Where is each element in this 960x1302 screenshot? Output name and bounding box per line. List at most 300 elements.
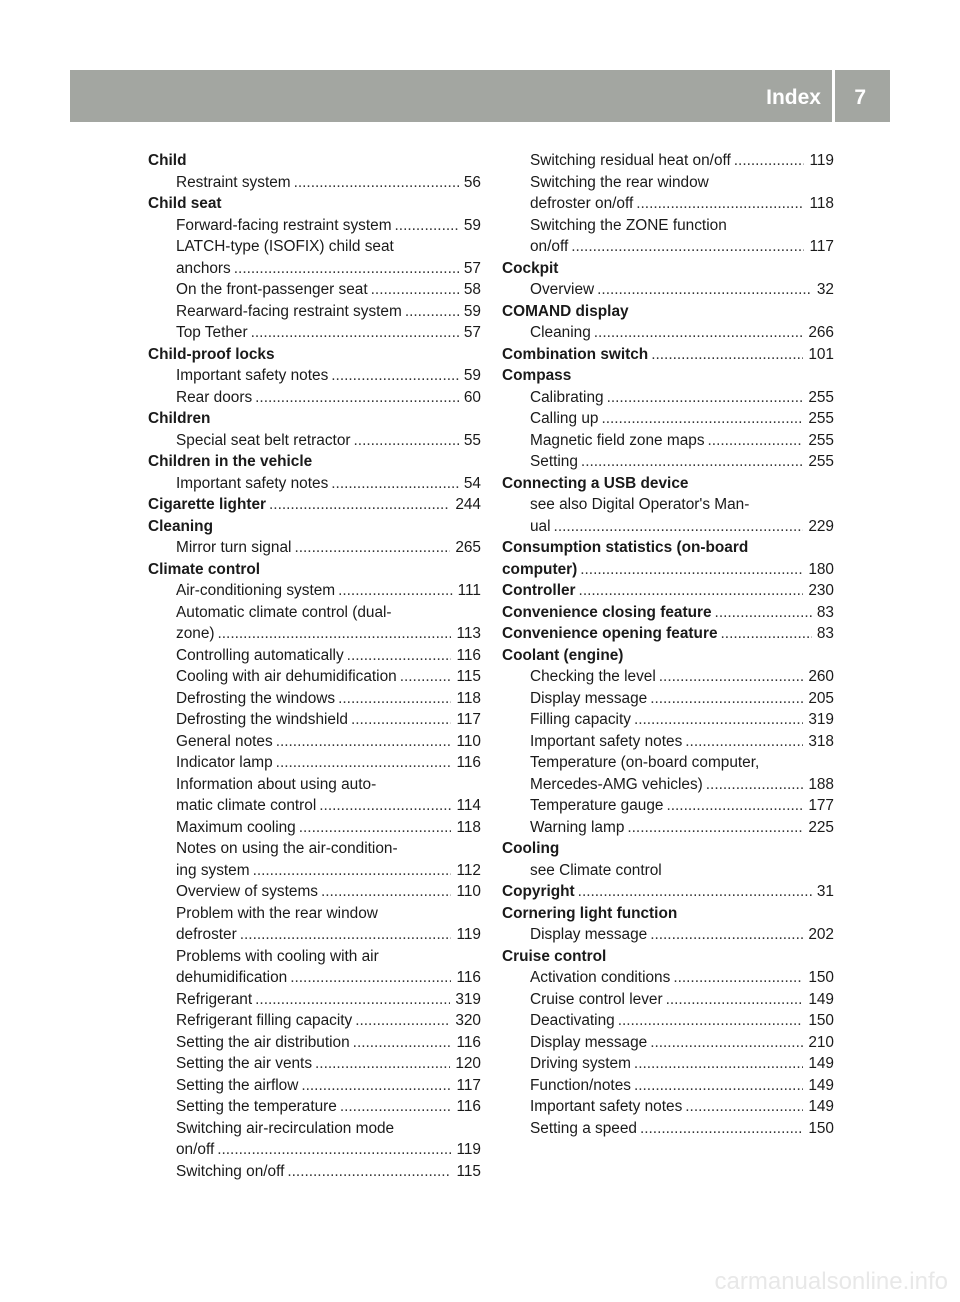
dot-leader <box>650 924 803 946</box>
entry-text: Compass <box>502 367 572 384</box>
page-reference[interactable]: 116 <box>456 1033 481 1051</box>
page-reference[interactable]: 265 <box>455 539 481 556</box>
entry-text: Problem with the rear window <box>176 904 378 922</box>
entry-text: defroster on/off <box>530 195 634 212</box>
entry-text: Children <box>148 410 211 427</box>
index-heading <box>502 602 834 624</box>
page-reference[interactable]: 319 <box>808 711 834 728</box>
entry-text: Cruise control <box>502 947 607 965</box>
page-reference[interactable]: 149 <box>808 1076 834 1094</box>
entry-text: Deactivating <box>530 1012 615 1029</box>
dot-leader <box>400 666 452 688</box>
page-reference[interactable]: 180 <box>808 560 834 578</box>
dot-leader <box>321 881 451 903</box>
entry-text: Connecting a USB device <box>502 474 689 492</box>
index-subentry <box>148 666 481 688</box>
entry-text: see also Digital Operator's Man- <box>530 496 750 513</box>
page-reference[interactable]: 319 <box>455 990 481 1008</box>
entry-text: Calibrating <box>530 388 604 406</box>
index-subentry <box>148 1118 481 1140</box>
page-reference[interactable]: 255 <box>808 388 834 406</box>
entry-text: Automatic climate control (dual- <box>176 603 392 621</box>
index-subentry <box>502 236 834 258</box>
dot-leader <box>331 365 459 387</box>
index-heading <box>502 473 834 495</box>
page-reference[interactable]: 149 <box>808 1055 834 1072</box>
page-title: Index <box>766 86 821 109</box>
index-subentry <box>148 387 481 409</box>
index-subentry <box>148 1075 481 1097</box>
page-reference[interactable]: 149 <box>808 1098 834 1115</box>
index-subentry <box>148 602 481 624</box>
page-reference[interactable]: 119 <box>809 152 834 169</box>
page-reference[interactable]: 101 <box>808 345 834 363</box>
dot-leader <box>251 322 459 344</box>
dot-leader <box>315 1053 450 1075</box>
dot-leader <box>354 430 459 452</box>
index-subentry <box>502 430 834 452</box>
page-reference[interactable]: 58 <box>463 281 481 298</box>
entry-text: Switching the ZONE function <box>530 216 727 234</box>
index-subentry <box>148 1053 481 1075</box>
page-reference[interactable]: 205 <box>808 689 834 707</box>
page-reference[interactable]: 59 <box>463 367 481 384</box>
entry-text: on/off <box>530 238 569 255</box>
page-reference[interactable]: 150 <box>808 969 834 986</box>
entry-text: Calling up <box>530 410 599 427</box>
entry-text: Switching on/off <box>176 1162 285 1180</box>
entry-text: defroster <box>176 926 237 943</box>
entry-text: Cleaning <box>530 324 591 341</box>
dot-leader <box>371 279 459 301</box>
page-reference[interactable]: 60 <box>463 388 481 406</box>
index-subentry <box>148 1139 481 1161</box>
entry-text: Special seat belt retractor <box>176 431 351 449</box>
page-reference[interactable]: 150 <box>808 1119 834 1137</box>
index-subentry <box>148 881 481 903</box>
page-reference[interactable]: 118 <box>456 818 481 836</box>
page-reference[interactable]: 118 <box>456 689 481 707</box>
page-number: 7 <box>854 86 866 109</box>
dot-leader <box>659 666 804 688</box>
index-subentry <box>148 731 481 753</box>
entry-text: ual <box>530 517 551 535</box>
page-reference[interactable]: 115 <box>456 668 481 685</box>
entry-text: Cruise control lever <box>530 990 663 1008</box>
page-reference[interactable]: 117 <box>456 711 481 728</box>
index-subentry <box>502 666 834 688</box>
page-reference[interactable]: 116 <box>456 1098 481 1115</box>
index-subentry <box>148 1161 481 1183</box>
index-subentry <box>148 817 481 839</box>
index-subentry <box>502 172 834 194</box>
entry-text: Forward-facing restraint system <box>176 216 392 234</box>
index-heading <box>502 645 834 667</box>
index-subentry <box>502 1010 834 1032</box>
entry-text: Magnetic field zone maps <box>530 431 705 449</box>
entry-text: on/off <box>176 1141 215 1158</box>
dot-leader <box>351 709 451 731</box>
dot-leader <box>395 215 459 237</box>
entry-text: Setting the air vents <box>176 1055 313 1072</box>
index-subentry <box>148 924 481 946</box>
entry-text: Temperature (on-board computer, <box>530 754 760 771</box>
index-subentry <box>502 322 834 344</box>
entry-text: Controlling automatically <box>176 646 344 664</box>
index-heading <box>502 344 834 366</box>
entry-text: Switching residual heat on/off <box>530 152 731 169</box>
index-subentry <box>502 774 834 796</box>
index-subentry <box>148 903 481 925</box>
dot-leader <box>253 860 452 882</box>
entry-text: General notes <box>176 732 273 750</box>
dot-leader <box>594 322 804 344</box>
dot-leader <box>217 1139 451 1161</box>
dot-leader <box>347 645 452 667</box>
entry-text: Cooling <box>502 840 560 857</box>
dot-leader <box>353 1032 452 1054</box>
page-reference[interactable]: 113 <box>456 625 481 642</box>
index-subentry <box>502 279 834 301</box>
entry-text: Checking the level <box>530 668 656 685</box>
page-reference[interactable]: 83 <box>816 603 834 621</box>
header-divider <box>832 70 835 122</box>
entry-text: Defrosting the windshield <box>176 711 348 728</box>
entry-text: Consumption statistics (on-board <box>502 539 749 556</box>
entry-text: Combination switch <box>502 345 649 363</box>
entry-text: Cockpit <box>502 259 559 277</box>
page-reference[interactable]: 117 <box>809 238 834 255</box>
index-subentry <box>502 967 834 989</box>
entry-text: Overview of systems <box>176 883 318 900</box>
dot-leader <box>579 580 804 602</box>
dot-leader <box>607 387 804 409</box>
entry-text: Important safety notes <box>176 474 329 492</box>
entry-text: Filling capacity <box>530 711 631 728</box>
index-subentry <box>148 258 481 280</box>
index-heading <box>148 150 481 172</box>
entry-text: Convenience closing feature <box>502 603 712 621</box>
entry-text: Child-proof locks <box>148 345 275 363</box>
dot-leader <box>685 731 803 753</box>
dot-leader <box>627 817 803 839</box>
entry-text: Refrigerant <box>176 990 253 1008</box>
page-reference[interactable]: 114 <box>456 797 481 814</box>
entry-text: Maximum cooling <box>176 818 296 836</box>
index-heading <box>148 516 481 538</box>
dot-leader <box>554 516 804 538</box>
dot-leader <box>618 1010 804 1032</box>
page-reference[interactable]: 177 <box>808 797 834 814</box>
index-subentry <box>148 279 481 301</box>
index-subentry <box>502 1118 834 1140</box>
index-subentry <box>148 989 481 1011</box>
page-reference[interactable]: 115 <box>456 1162 481 1180</box>
page-reference[interactable]: 230 <box>808 582 834 599</box>
index-heading <box>502 838 834 860</box>
index-subentry <box>502 1075 834 1097</box>
dot-leader <box>734 150 805 172</box>
index-subentry <box>148 365 481 387</box>
page-reference[interactable]: 255 <box>808 410 834 427</box>
page-reference[interactable]: 110 <box>456 883 481 900</box>
page-reference[interactable]: 225 <box>808 818 834 836</box>
entry-text: Display message <box>530 689 648 707</box>
dot-leader <box>240 924 452 946</box>
page-reference[interactable]: 150 <box>808 1012 834 1029</box>
watermark: carmanualsonline.info <box>714 1268 948 1295</box>
entry-text: Rear doors <box>176 388 253 406</box>
page-reference[interactable]: 266 <box>808 324 834 341</box>
dot-leader <box>331 473 459 495</box>
page-reference[interactable]: 318 <box>808 732 834 750</box>
index-heading <box>502 301 834 323</box>
index-subentry <box>148 967 481 989</box>
index-subentry <box>502 731 834 753</box>
index-subentry <box>148 172 481 194</box>
entry-text: Setting <box>530 453 578 470</box>
dot-leader <box>294 172 459 194</box>
entry-text: Mercedes-AMG vehicles) <box>530 775 703 793</box>
dot-leader <box>597 279 812 301</box>
dot-leader <box>666 795 803 817</box>
page-reference[interactable]: 57 <box>463 324 481 341</box>
entry-text: see Climate control <box>530 861 662 879</box>
index-heading <box>502 559 834 581</box>
page-reference[interactable]: 59 <box>463 216 481 234</box>
entry-text: Notes on using the air-condition- <box>176 840 398 857</box>
page-reference[interactable]: 59 <box>463 302 481 320</box>
page-reference[interactable]: 111 <box>457 582 481 599</box>
index-subentry <box>502 1032 834 1054</box>
index-subentry <box>148 838 481 860</box>
dot-leader <box>355 1010 450 1032</box>
index-heading <box>502 580 834 602</box>
page-reference[interactable]: 57 <box>463 259 481 277</box>
entry-text: Display message <box>530 1033 648 1051</box>
entry-text: Problems with cooling with air <box>176 947 379 965</box>
index-subentry <box>148 301 481 323</box>
entry-text: Cigarette lighter <box>148 496 267 513</box>
index-subentry <box>148 709 481 731</box>
entry-text: Driving system <box>530 1055 631 1072</box>
page-reference[interactable]: 117 <box>456 1076 481 1094</box>
entry-text: Overview <box>530 281 595 298</box>
index-subentry <box>148 946 481 968</box>
index-subentry <box>148 215 481 237</box>
dot-leader <box>338 688 451 710</box>
entry-text: COMAND display <box>502 302 629 320</box>
dot-leader <box>255 387 459 409</box>
entry-text: Warning lamp <box>530 818 625 836</box>
dot-leader <box>301 1075 451 1097</box>
dot-leader <box>634 1075 803 1097</box>
dot-leader <box>319 795 451 817</box>
page-reference[interactable]: 119 <box>456 1141 481 1158</box>
index-column-left <box>148 150 481 1182</box>
dot-leader <box>650 688 803 710</box>
dot-leader <box>578 881 812 903</box>
entry-text: Activation conditions <box>530 969 671 986</box>
dot-leader <box>601 408 803 430</box>
entry-text: Restraint system <box>176 173 291 191</box>
index-subentry <box>502 1096 834 1118</box>
page-reference[interactable]: 119 <box>456 926 481 943</box>
index-heading <box>148 559 481 581</box>
index-subentry <box>148 860 481 882</box>
index-subentry <box>502 150 834 172</box>
entry-text: Children in the vehicle <box>148 453 313 470</box>
entry-text: Important safety notes <box>530 1098 683 1115</box>
entry-text: anchors <box>176 259 231 277</box>
index-heading <box>148 408 481 430</box>
index-subentry <box>502 387 834 409</box>
page-reference[interactable]: 149 <box>808 990 834 1008</box>
entry-text: On the front-passenger seat <box>176 281 368 298</box>
dot-leader <box>255 989 450 1011</box>
entry-text: Child seat <box>148 195 222 212</box>
index-heading <box>502 365 834 387</box>
page-reference[interactable]: 255 <box>808 453 834 470</box>
entry-text: ing system <box>176 861 250 879</box>
index-subentry <box>502 709 834 731</box>
index-heading <box>502 881 834 903</box>
index-subentry <box>148 645 481 667</box>
index-subentry <box>148 774 481 796</box>
entry-text: zone) <box>176 625 215 642</box>
dot-leader <box>580 559 803 581</box>
index-heading <box>502 903 834 925</box>
index-subentry <box>148 430 481 452</box>
entry-text: Setting the air distribution <box>176 1033 350 1051</box>
dot-leader <box>581 451 803 473</box>
index-subentry <box>148 537 481 559</box>
entry-text: Function/notes <box>530 1076 631 1094</box>
page-reference[interactable]: 55 <box>463 431 481 449</box>
page-reference[interactable]: 320 <box>455 1012 481 1029</box>
entry-text: Temperature gauge <box>530 797 664 814</box>
entry-text: Coolant (engine) <box>502 646 624 664</box>
page-reference[interactable]: 229 <box>808 517 834 535</box>
index-subentry <box>502 817 834 839</box>
entry-text: computer) <box>502 560 578 578</box>
page-reference[interactable]: 116 <box>456 969 481 986</box>
dot-leader <box>276 752 452 774</box>
entry-text: Climate control <box>148 560 261 578</box>
page-reference[interactable]: 110 <box>456 732 481 750</box>
dot-leader <box>634 709 803 731</box>
entry-text: Switching the rear window <box>530 173 709 191</box>
index-subentry <box>502 924 834 946</box>
index-subentry <box>502 688 834 710</box>
entry-text: matic climate control <box>176 797 317 814</box>
page-reference[interactable]: 54 <box>463 474 481 492</box>
entry-text: Child <box>148 152 187 169</box>
header-bar <box>70 70 890 122</box>
dot-leader <box>276 731 452 753</box>
index-heading <box>502 946 834 968</box>
index-heading <box>502 258 834 280</box>
index-subentry <box>148 795 481 817</box>
dot-leader <box>636 193 804 215</box>
page-reference[interactable]: 210 <box>808 1033 834 1051</box>
index-subentry <box>502 494 834 516</box>
index-subentry <box>502 193 834 215</box>
dot-leader <box>290 967 451 989</box>
dot-leader <box>721 623 812 645</box>
index-heading <box>148 451 481 473</box>
page-reference[interactable]: 260 <box>808 668 834 685</box>
page-reference[interactable]: 32 <box>816 281 834 298</box>
entry-text: Cleaning <box>148 517 213 535</box>
index-subentry <box>148 580 481 602</box>
page-reference[interactable]: 244 <box>455 496 481 513</box>
dot-leader <box>673 967 803 989</box>
page-reference[interactable]: 116 <box>456 754 481 771</box>
page-reference[interactable]: 188 <box>808 775 834 793</box>
entry-text: Controller <box>502 582 576 599</box>
index-heading <box>148 193 481 215</box>
index-subentry <box>148 688 481 710</box>
index-heading <box>502 537 834 559</box>
entry-text: Information about using auto- <box>176 775 377 793</box>
page-reference[interactable]: 83 <box>816 625 834 642</box>
page-reference[interactable]: 31 <box>816 883 834 900</box>
page-reference[interactable]: 116 <box>456 646 481 664</box>
dot-leader <box>634 1053 803 1075</box>
index-heading <box>148 494 481 516</box>
index-subentry <box>502 451 834 473</box>
dot-leader <box>405 301 459 323</box>
entry-text: Defrosting the windows <box>176 689 336 707</box>
dot-leader <box>234 258 459 280</box>
entry-text: Display message <box>530 926 648 943</box>
dot-leader <box>299 817 452 839</box>
page-reference[interactable]: 120 <box>455 1055 481 1072</box>
index-subentry <box>148 236 481 258</box>
entry-text: Indicator lamp <box>176 754 273 771</box>
page-reference[interactable]: 202 <box>808 926 834 943</box>
entry-text: Mirror turn signal <box>176 539 292 556</box>
entry-text: Rearward-facing restraint system <box>176 302 402 320</box>
index-subentry <box>502 752 834 774</box>
dot-leader <box>269 494 450 516</box>
index-heading <box>502 623 834 645</box>
entry-text: Setting the temperature <box>176 1098 337 1115</box>
entry-text: Important safety notes <box>176 367 329 384</box>
entry-text: Setting the airflow <box>176 1076 299 1094</box>
index-subentry <box>148 1010 481 1032</box>
entry-text: Cooling with air dehumidification <box>176 668 397 685</box>
dot-leader <box>571 236 804 258</box>
dot-leader <box>708 430 804 452</box>
page-reference[interactable]: 255 <box>808 431 834 449</box>
page-reference[interactable]: 56 <box>463 173 481 191</box>
index-column-right <box>502 150 834 1139</box>
entry-text: Switching air-recirculation mode <box>176 1119 395 1137</box>
entry-text: Refrigerant filling capacity <box>176 1012 353 1029</box>
entry-text: LATCH-type (ISOFIX) child seat <box>176 238 394 255</box>
entry-text: Air-conditioning system <box>176 582 336 599</box>
dot-leader <box>218 623 452 645</box>
entry-text: Top Tether <box>176 324 248 341</box>
dot-leader <box>340 1096 452 1118</box>
entry-text: Setting a speed <box>530 1119 637 1137</box>
page-reference[interactable]: 112 <box>456 861 481 879</box>
index-subentry <box>502 215 834 237</box>
page-reference[interactable]: 118 <box>809 195 834 212</box>
index-subentry <box>502 516 834 538</box>
